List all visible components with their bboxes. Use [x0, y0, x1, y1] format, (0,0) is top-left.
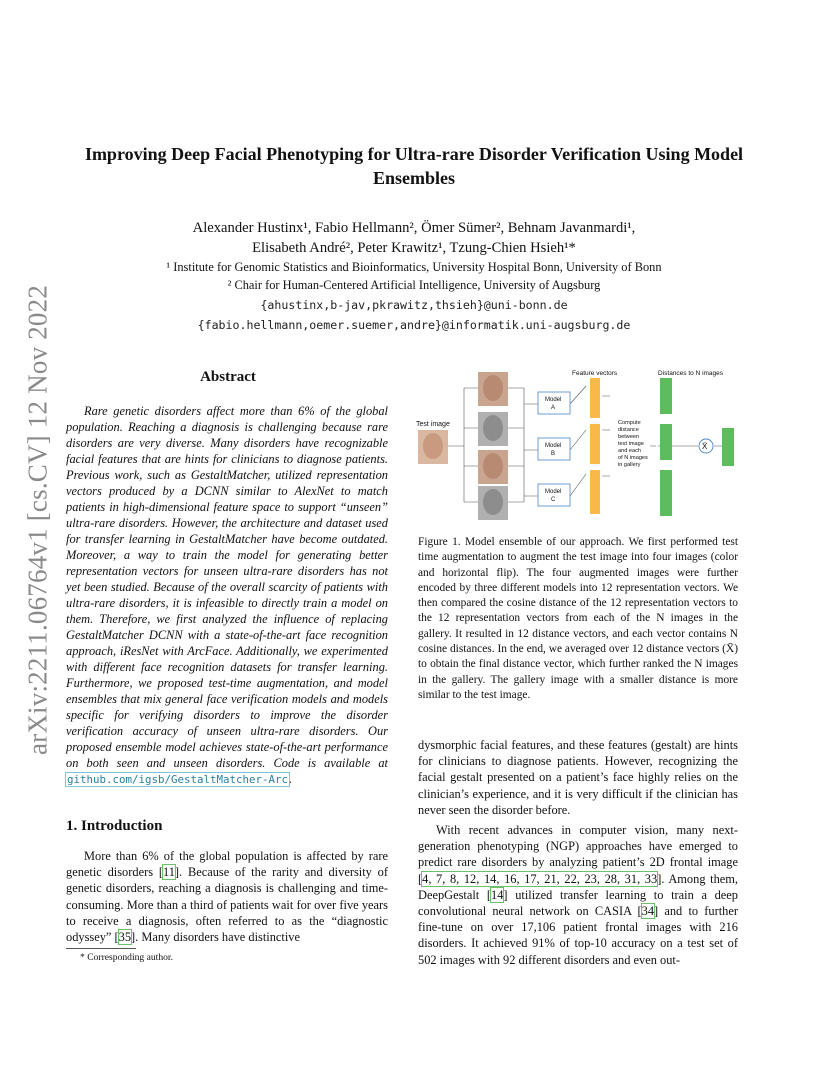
- affiliation-augsburg: ² Chair for Human-Centered Artificial Intelligence, University of Augsburg: [227, 278, 601, 292]
- footnote-divider: [66, 948, 136, 949]
- paragraph-text-part: ] and to further fine-tune on over 17,106 patient frontal images with 216 disorders. It achieved 91% of top-10 accuracy on a test set of 502 images with 92 different disorders and even out-: [418, 904, 738, 967]
- citation-link[interactable]: 11: [162, 865, 175, 880]
- model-a-id: A: [551, 405, 556, 411]
- author-list: [60, 218, 768, 258]
- distance-vectors: [660, 378, 734, 516]
- intro-text-part: ]. Because of the rarity and diversity of genetic disorders, reaching a diagnosis is challenging and time-consuming. More than a third of patients wait for over five years to receive a diagnosis, often referred to as the “diagnostic odyssey” [: [66, 865, 388, 945]
- author-line-1: Alexander Hustinx¹, Fabio Hellmann², Ömer Sümer², Behnam Javanmardi¹,: [192, 220, 636, 236]
- average-symbol: X̄: [702, 442, 708, 451]
- paper-title: Improving Deep Facial Phenotyping for Ultra-rare Disorder Verification Using Model Ensembles: [84, 144, 744, 188]
- model-b-id: B: [551, 451, 556, 457]
- intro-text-part: More than 6% of the global population is affected by rare genetic disorders [: [66, 849, 388, 880]
- abstract-period: .: [289, 772, 293, 786]
- abstract-paragraph: Rare genetic disorders affect more than 6% of the global population. Reaching a diagnosis is challenging because rare disorders are very diverse. Many disorders have recognizable facial features that are hints for clinicians to diagnose patients. Previous work, such as GestaltMatcher, utilized representation vectors produced by a DCNN similar to AlexNet to match patients in high-dimensional feature space to support “unseen” ultra-rare disorders. However, the architecture and dataset used for transfer learning in GestaltMatcher have become outdated. Moreover, a way to train the model for generating better representation vectors for unseen ultra-rare disorders has not yet been studied. Because of the overall scarcity of patients with ultra-rare disorders, it is infeasible to directly train a model on them. Therefore, we first analyzed the influence of replacing GestaltMatcher DCNN with a state-of-the-art face recognition approach, iResNet with ArcFace. Additionally, we experimented with different face recognition datasets for transfer learning. Furthermore, we proposed test-time augmentation, and model ensembles that mix general face verification models and models specific for verifying disorders to improve the disorder verification accuracy of unseen ultra-rare disorders. Our proposed ensemble model achieves state-of-the-art performance on both seen and unseen disorders. Code is available at: [66, 404, 388, 770]
- citation-link[interactable]: 35: [118, 930, 132, 945]
- abstract-heading: Abstract: [200, 369, 256, 385]
- compute-distance-label: [618, 420, 648, 468]
- model-a-label: Model: [545, 397, 562, 403]
- right-column-paragraph-2: [418, 822, 738, 968]
- email-augsburg[interactable]: {fabio.hellmann,oemer.suemer,andre}@informatik.uni-augsburg.de: [197, 318, 631, 332]
- augmented-face-images: [478, 372, 508, 520]
- right-column-paragraph-1: dysmorphic facial features, and these features (gestalt) are hints for clinicians to diagnose patients. However, recognizing the facial gestalt presented on a patient’s face highly relies on the clinician’s experience, and it is very difficult if the clinician has never seen the disorder before.: [418, 738, 738, 817]
- section-heading-introduction: 1. Introduction: [66, 818, 163, 834]
- test-face-image: [418, 430, 448, 464]
- feature-vectors: [590, 378, 600, 514]
- compute-text: between: [618, 434, 640, 440]
- introduction-paragraph: [66, 848, 388, 945]
- model-c-label: Model: [545, 489, 562, 495]
- label-distances: Distances to N images: [658, 370, 724, 377]
- compute-text: Compute: [618, 420, 641, 426]
- compute-text: test image: [618, 441, 644, 447]
- average-operator: [699, 439, 713, 453]
- label-test-image: Test image: [416, 421, 450, 428]
- compute-text: in gallery: [618, 462, 641, 468]
- citation-link[interactable]: 14: [491, 887, 504, 902]
- footnote-corresponding-author: * Corresponding author.: [80, 952, 173, 963]
- email-bonn[interactable]: {ahustinx,b-jav,pkrawitz,thsieh}@uni-bonn.de: [260, 298, 568, 312]
- arxiv-side-stamp: [18, 280, 58, 760]
- arxiv-identifier: arXiv:2211.06764v1 [cs.CV] 12 Nov 2022: [22, 284, 53, 756]
- code-repository-link[interactable]: github.com/igsb/GestaltMatcher-Arc: [67, 773, 289, 786]
- label-feature-vectors: Feature vectors: [572, 370, 618, 377]
- author-line-2: Elisabeth André², Peter Krawitz¹, Tzung-Chien Hsieh¹*: [252, 240, 576, 256]
- compute-text: and each: [618, 448, 642, 454]
- paragraph-text-part: ] utilized transfer learning to train a deep convolutional neural network on CASIA [: [418, 887, 738, 919]
- citation-group-link[interactable]: 4, 7, 8, 12, 14, 16, 17, 21, 22, 23, 28, 31, 33: [422, 871, 658, 886]
- model-c-id: C: [551, 497, 556, 503]
- compute-text: of N images: [618, 455, 648, 461]
- affiliation-bonn: ¹ Institute for Genomic Statistics and Bioinformatics, University Hospital Bonn, University of Bonn: [166, 260, 662, 274]
- citation-link[interactable]: 34: [641, 904, 655, 919]
- abstract-text: [66, 403, 388, 788]
- model-b-label: Model: [545, 443, 562, 449]
- figure-model-ensemble: [414, 366, 744, 526]
- paragraph-text-part: With recent advances in computer vision, many next-generation phenotyping (NGP) approaches have emerged to predict rare disorders by analyzing patient’s 2D frontal image [: [418, 823, 738, 886]
- intro-text-part: ]. Many disorders have distinctive: [131, 930, 301, 945]
- compute-text: distance: [618, 427, 639, 433]
- figure-caption: Figure 1. Model ensemble of our approach. We first performed test time augmentation to augment the test image into four images (color and horizontal flip). The four augmented images were further encoded by three different models into 12 representation vectors. We then compared the cosine distance of the 12 representation vectors to the 12 representation vectors from each of the N images in the gallery. It resulted in 12 distance vectors, and each vector contains N cosine distances. In the end, we averaged over 12 distance vectors (X̄) to obtain the final distance vector, which further ranked the N images in the gallery. The gallery image with a smaller distance is more similar to the test image.: [418, 536, 738, 701]
- paragraph-text-part: ]. Among them, DeepGestalt [: [418, 871, 739, 902]
- model-boxes: [538, 392, 570, 506]
